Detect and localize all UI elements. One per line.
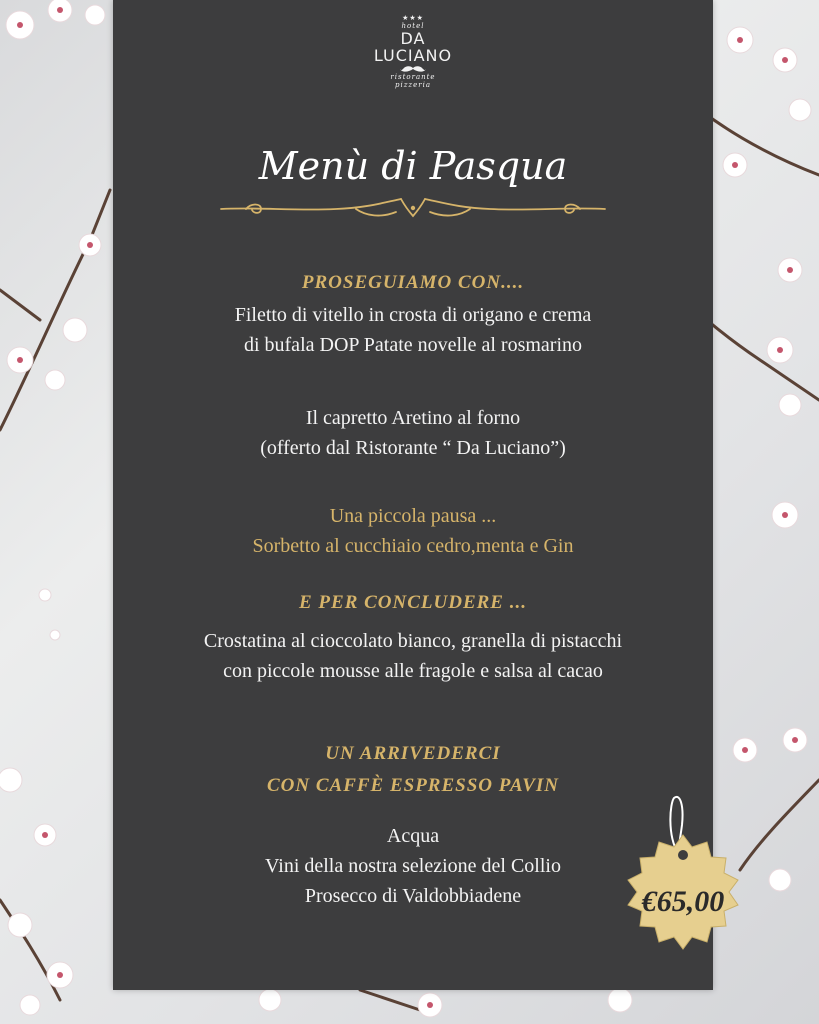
menu-item-line: Crostatina al cioccolato bianco, granella di pistacchi bbox=[203, 630, 623, 652]
section-heading: E PER CONCLUDERE ... bbox=[299, 592, 527, 613]
section-heading: CON CAFFÈ ESPRESSO PAVIN bbox=[266, 775, 560, 796]
menu-item-line: Filetto di vitello in crosta di origano e crema bbox=[234, 304, 592, 326]
section-heading: UN ARRIVEDERCI bbox=[325, 743, 501, 764]
menu-item-line: con piccole mousse alle fragole e salsa al cacao bbox=[223, 660, 603, 682]
logo-name-line2: LUCIANO bbox=[373, 46, 453, 65]
menu-item-line: Vini della nostra selezione del Collio bbox=[265, 855, 561, 877]
menu-item-line: Il capretto Aretino al forno bbox=[305, 407, 521, 429]
menu-item-line: Sorbetto al cucchiaio cedro,menta e Gin bbox=[252, 535, 574, 557]
section-concludere bbox=[113, 592, 713, 686]
price-label: €65,00 bbox=[641, 885, 725, 918]
mustache-icon bbox=[400, 65, 426, 73]
section-arrivederci bbox=[113, 738, 713, 802]
logo-name-line1: DA bbox=[400, 29, 426, 48]
section-capretto bbox=[113, 403, 713, 463]
section-pausa bbox=[113, 501, 713, 561]
menu-item-line: Prosecco di Valdobbiadene bbox=[304, 885, 522, 907]
menu-title: Menù di Pasqua bbox=[258, 144, 568, 188]
restaurant-logo bbox=[113, 14, 713, 89]
logo-top-text: hotel bbox=[401, 22, 425, 30]
section-heading: PROSEGUIAMO CON.... bbox=[301, 272, 525, 293]
logo-bottom-line2: pizzeria bbox=[395, 81, 431, 89]
stars-icon: ★★★ bbox=[402, 14, 424, 22]
menu-item-line: Acqua bbox=[386, 825, 440, 847]
logo-bottom-line1: ristorante bbox=[390, 73, 436, 81]
menu-item-line: Una piccola pausa ... bbox=[329, 505, 497, 527]
flourish-divider bbox=[216, 194, 610, 224]
menu-item-line: (offerto dal Ristorante “ Da Luciano”) bbox=[260, 437, 566, 459]
menu-item-line: di bufala DOP Patate novelle al rosmarino bbox=[243, 334, 583, 356]
section-proseguiamo bbox=[113, 272, 713, 360]
